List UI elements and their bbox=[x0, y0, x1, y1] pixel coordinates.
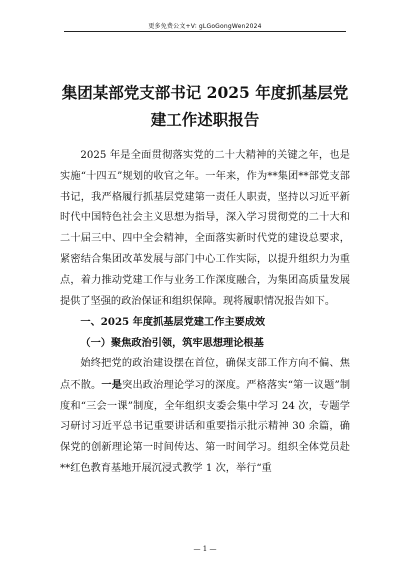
intro-paragraph: 2025 年是全面贯彻落实党的二十大精神的关键之年，也是实施“十四五”规划的收官之年。一年来，作为**集团**部党支部书记，我严格履行抓基层党建第一责任人职责，坚持以习近平新时代中国特色社会主义思想为指导，深入学习贯彻党的二十大和二十届三中、四中全会精神，全面落实新时代党的建设总要求，紧密结合集团改革发展与部门中心工作实际，以提升组织力为重点，着力推动党建工作与业务工作深度融合，为集团高质量发展提供了坚强的政治保证和组织保障。现将履职情况报告如下。 bbox=[60, 150, 350, 307]
paragraph-lead-marker: 一是 bbox=[101, 378, 123, 391]
document-title bbox=[60, 79, 350, 133]
header-divider bbox=[64, 31, 346, 32]
header-note: 更多免费公文+V∶ gLGoGongWen2024 bbox=[148, 23, 262, 30]
subsection-heading: （一）聚焦政治引领，筑牢思想理论根基 bbox=[80, 337, 264, 350]
paragraph-continuation: 突出政治理论学习的深度。严格落实“第一议题”制度和“三会一课”制度，全年组织支委会集中学习 24 次，专题学习研讨习近平总书记重要讲话和重要指示批示精神 30 余篇，确保党的创新理论第一时间传达、第一时间学习。组织全体党员赴**红色教育基地开展沉浸式教学 1 次，举行“重 bbox=[60, 379, 351, 474]
paragraph-opening: 始终把党的政治建设摆在首位，确保支部工作方向不偏、焦点不散。 bbox=[60, 357, 350, 391]
document-body bbox=[60, 146, 350, 480]
page-number: — 1 — bbox=[193, 545, 217, 553]
section-heading: 一、2025 年度抓基层党建工作主要成效 bbox=[80, 316, 266, 329]
body-paragraph bbox=[60, 354, 350, 480]
title-line-1: 集团某部党支部书记 2025 年度抓基层党 bbox=[61, 83, 349, 102]
title-line-2: 建工作述职报告 bbox=[150, 110, 260, 129]
